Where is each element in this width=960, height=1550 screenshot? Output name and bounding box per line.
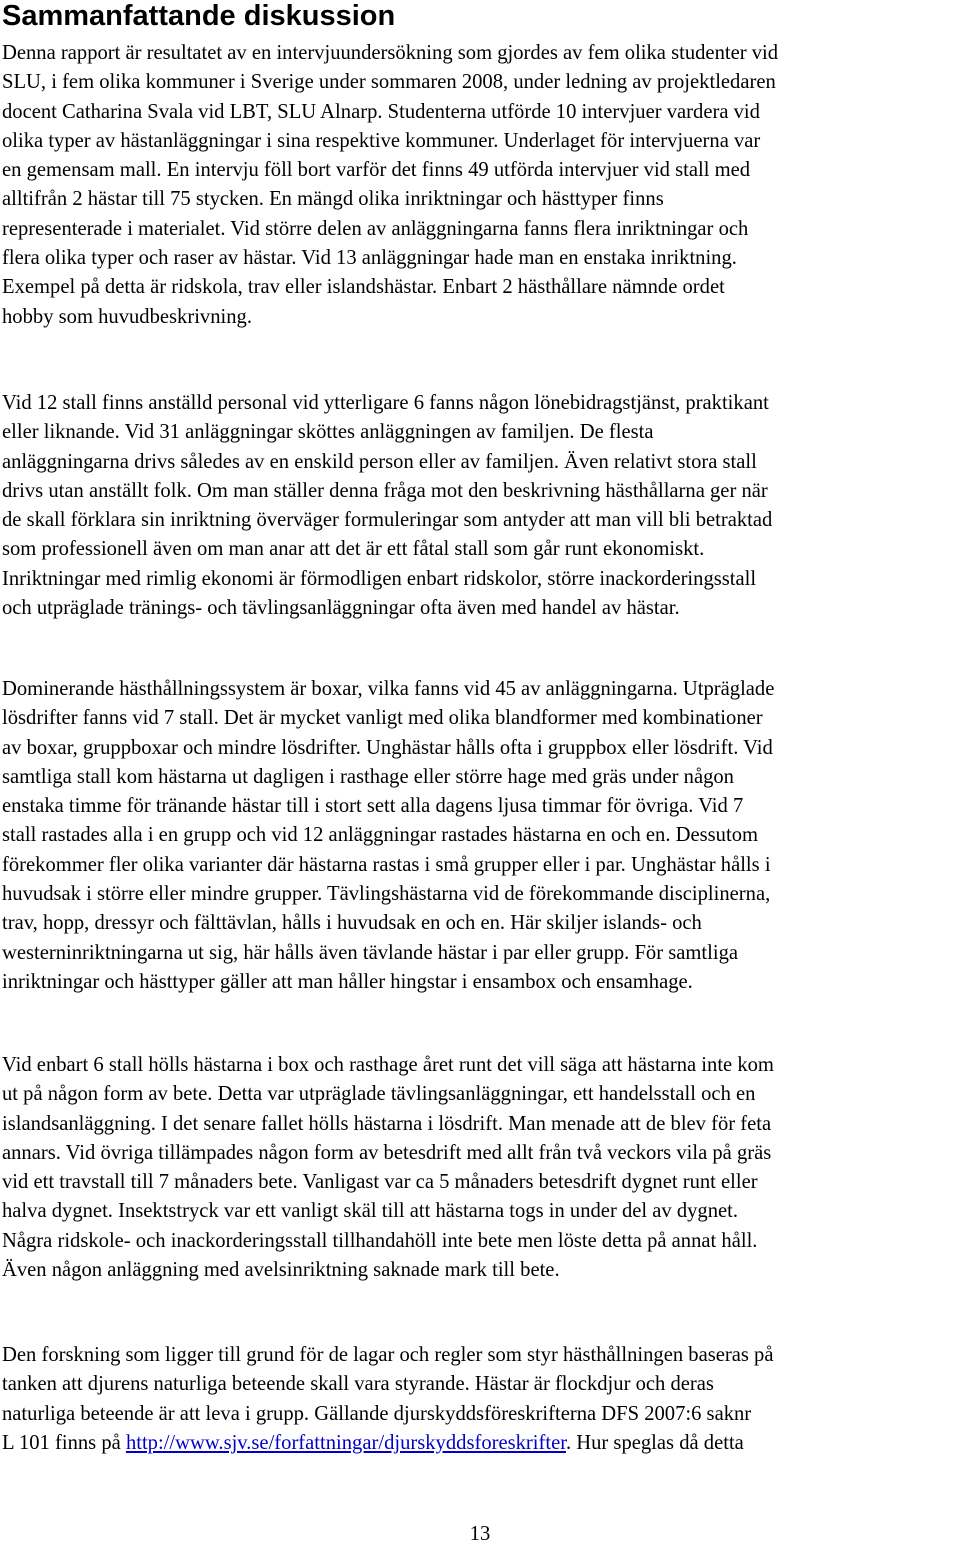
text-line: docent Catharina Svala vid LBT, SLU Alnarp. Studenterna utförde 10 intervjuer vardera vid xyxy=(2,100,760,123)
section-heading: Sammanfattande diskussion xyxy=(2,0,396,32)
text-line: vid ett travstall till 7 månaders bete. Vanligast var ca 5 månaders betesdrift dygnet runt eller xyxy=(2,1171,758,1194)
text-line: Några ridskole- och inackorderingsstall tillhandahöll inte bete men löste detta på annat håll. xyxy=(2,1229,758,1252)
text-line: Dominerande hästhållningssystem är boxar, vilka fanns vid 45 av anläggningarna. Utpräglade xyxy=(2,678,775,700)
text-line: Även någon anläggning med avelsinriktning saknade mark till bete. xyxy=(2,1259,560,1282)
text-line: av boxar, gruppboxar och mindre lösdrifter. Unghästar hålls ofta i gruppbox eller lösdrift. Vid xyxy=(2,736,773,759)
text-line: förekommer fler olika varianter där hästarna rastas i små grupper eller i par. Unghästar hålls i xyxy=(2,853,771,876)
text-line: samtliga stall kom hästarna ut dagligen i rasthage eller större hage med gräs under någon xyxy=(2,765,734,788)
text-line: annars. Vid övriga tillämpades någon form av betesdrift med allt från två veckors vila på gräs xyxy=(2,1141,772,1164)
text-line: Vid 12 stall finns anställd personal vid ytterligare 6 fanns någon lönebidragstjänst, praktikant xyxy=(2,392,769,414)
text-line: islandsanläggning. I det senare fallet hölls hästarna i lösdrift. Man menade att de blev för feta xyxy=(2,1112,772,1135)
text-line: de skall förklara sin inriktning överväger formuleringar som antyder att man vill bli betraktad xyxy=(2,509,773,532)
paragraph-housing-systems xyxy=(2,675,958,997)
text-line: Denna rapport är resultatet av en intervjuundersökning som gjordes av fem olika studenter vid xyxy=(2,42,779,64)
text-line: alltifrån 2 hästar till 75 stycken. En mängd olika inriktningar och hästtyper finns xyxy=(2,188,664,211)
text-line: Vid enbart 6 stall hölls hästarna i box och rasthage året runt det vill säga att hästarna inte kom xyxy=(2,1054,774,1076)
text-line: enstaka timme för tränande hästar till i stort sett alla dagens ljusa timmar för övriga. Vid 7 xyxy=(2,795,744,818)
text-line: hobby som huvudbeskrivning. xyxy=(2,305,252,328)
paragraph-staffing xyxy=(2,389,958,623)
text-line: drivs utan anställt folk. Om man ställer denna fråga mot den beskrivning hästhållarna ger när xyxy=(2,479,768,502)
text-line: som professionell även om man anar att det är ett fåtal stall som går runt ekonomiskt. xyxy=(2,538,705,561)
text-line: naturliga beteende är att leva i grupp. Gällande djurskyddsföreskrifterna DFS 2007:6 saknr xyxy=(2,1402,752,1425)
text-line: SLU, i fem olika kommuner i Sverige under sommaren 2008, under ledning av projektledaren xyxy=(2,71,776,94)
sjv-regulations-link[interactable]: http://www.sjv.se/forfattningar/djurskyddsforeskrifter xyxy=(125,1431,566,1454)
text-line: huvudsak i större eller mindre grupper. Tävlingshästarna vid de förekommande disciplinerna, xyxy=(2,883,771,906)
paragraph-regulations xyxy=(2,1341,958,1458)
text-line: Exempel på detta är ridskola, trav eller islandshästar. Enbart 2 hästhållare nämnde ordet xyxy=(2,276,725,299)
text-line: flera olika typer och raser av hästar. Vid 13 anläggningar hade man en enstaka inriktning. xyxy=(2,247,737,270)
text-line: tanken att djurens naturliga beteende skall vara styrande. Hästar är flockdjur och deras xyxy=(2,1373,714,1396)
text-line: anläggningarna drivs således av en enskild person eller av familjen. Även relativt stora stall xyxy=(2,450,757,473)
text-line: ut på någon form av bete. Detta var utpräglade tävlingsanläggningar, ett handelsstall och en xyxy=(2,1083,756,1106)
text-line: halva dygnet. Insektstryck var ett vanligt skäl till att hästarna togs in under del av dygnet. xyxy=(2,1200,739,1223)
page-number: 13 xyxy=(469,1523,491,1545)
paragraph-study-overview xyxy=(2,39,958,332)
text-line: Den forskning som ligger till grund för de lagar och regler som styr hästhållningen baseras på xyxy=(2,1344,774,1366)
text-line: stall rastades alla i en grupp och vid 12 anläggningar rastades hästarna en och en. Dessutom xyxy=(2,824,759,847)
text-line: eller liknande. Vid 31 anläggningar sköttes anläggningen av familjen. De flesta xyxy=(2,421,654,444)
paragraph-grazing xyxy=(2,1051,958,1285)
text-line: inriktningar och hästtyper gäller att man håller hingstar i ensambox och ensamhage. xyxy=(2,970,693,993)
link-prefix-text: L 101 finns på xyxy=(2,1431,126,1454)
link-suffix-text: . Hur speglas då detta xyxy=(565,1431,744,1454)
text-line: och utpräglade tränings- och tävlingsanläggningar ofta även med handel av hästar. xyxy=(2,597,680,620)
text-line: Inriktningar med rimlig ekonomi är förmodligen enbart ridskolor, större inackorderingsstall xyxy=(2,567,757,590)
text-line-with-link xyxy=(2,1429,958,1458)
text-line: lösdrifter fanns vid 7 stall. Det är mycket vanligt med olika blandformer med kombinationer xyxy=(2,707,763,730)
text-line: westerninriktningarna ut sig, här hålls även tävlande hästar i par eller grupp. För samtliga xyxy=(2,941,739,964)
text-line: en gemensam mall. En intervju föll bort varför det finns 49 utförda intervjuer vid stall med xyxy=(2,159,751,182)
text-line: olika typer av hästanläggningar i sina respektive kommuner. Underlaget för intervjuerna var xyxy=(2,129,761,152)
text-line: representerade i materialet. Vid större delen av anläggningarna fanns flera inriktningar och xyxy=(2,217,749,240)
text-line: trav, hopp, dressyr och fälttävlan, hålls i huvudsak en och en. Här skiljer islands- och xyxy=(2,912,702,935)
